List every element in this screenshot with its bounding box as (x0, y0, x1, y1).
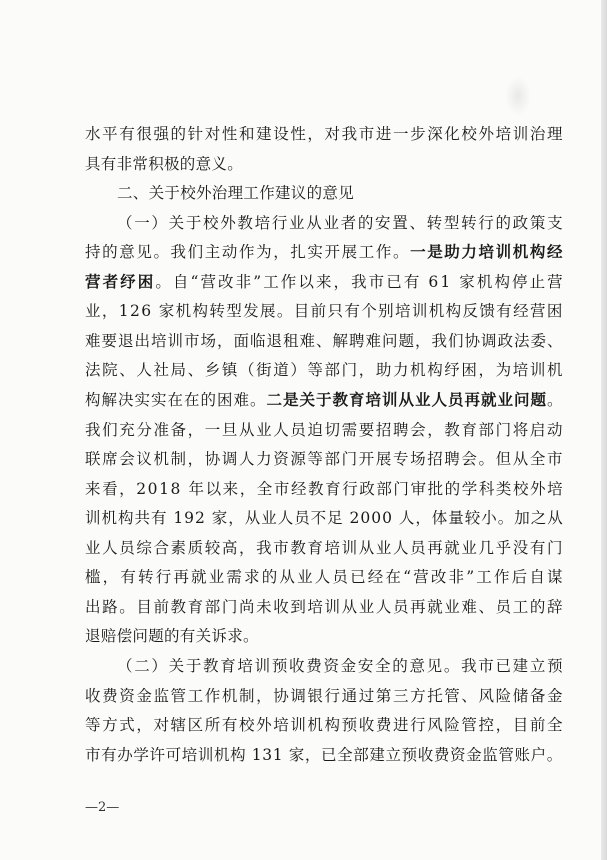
text-line: 业 ， 1 2 6 家 机 构 转 型 发 展 。 目 前 只 有 个 别 培 训 机 构 反 馈 有 经 营 困 (85, 302, 563, 320)
text-line: 联 席 会 议 机 制 ， 协 调 人 力 资 源 等 部 门 开 展 专 场 招 聘 会 。 但 从 全 市 (85, 450, 563, 468)
text-line-segment: 退赔偿问题的有关诉求。 (85, 627, 259, 645)
text-line-segment: 具有非常积极的意义。 (85, 155, 244, 173)
scan-artifact (505, 76, 531, 116)
text-line: 等 方 式 ， 对 辖 区 所 有 校 外 培 训 机 构 预 收 费 进 行 风 险 管 控 ， 目 前 全 (85, 716, 563, 734)
text-line: 来 看 ， 2 0 1 8 年 以 来 ， 全 市 经 教 育 行 政 部 门 审 批 的 学 科 类 校 外 培 (85, 480, 563, 498)
scan-edge (601, 0, 607, 860)
text-line: 营 者 纾 困 。 自 “ 营 改 非 ” 工 作 以 来 ， 我 市 已 有 6 1 家 机 构 停 止 营 (85, 272, 563, 291)
text-line: 水 平 有 很 强 的 针 对 性 和 建 设 性 ， 对 我 市 进 一 步 深 化 校 外 培 训 治 理 (85, 125, 563, 143)
text-line: 出 路 。 目 前 教 育 部 门 尚 未 收 到 培 训 从 业 人 员 再 就 业 难 、 员 工 的 辞 (85, 598, 563, 616)
text-line: 持 的 意 见 。 我 们 主 动 作 为 ， 扎 实 开 展 工 作 。 一 是 助 力 培 训 机 构 经 (85, 242, 563, 261)
text-line (85, 152, 243, 176)
text-line: 业 人 员 综 合 素 质 较 高 ， 我 市 教 育 培 训 从 业 人 员 再 就 业 几 乎 没 有 门 (85, 539, 563, 557)
text-line: 收 费 资 金 监 管 工 作 机 制 ， 协 调 银 行 通 过 第 三 方 托 管 、 风 险 储 备 金 (85, 687, 563, 705)
text-line: 法 院 、 人 社 局 、 乡 镇 （ 街 道 ） 等 部 门 ， 助 力 机 构 纾 困 ， 为 培 训 机 (85, 361, 563, 379)
text-line: （ 二 ） 关 于 教 育 培 训 预 收 费 资 金 安 全 的 意 见 。 我 市 已 建 立 预 (117, 657, 563, 675)
text-line: 难 要 退 出 培 训 市 场 ， 面 临 退 租 难 、 解 聘 难 问 题 ， 我 们 协 调 政 法 委 、 (85, 332, 563, 350)
page-number: —2— (85, 800, 120, 815)
text-line: 槛 ， 有 转 行 再 就 业 需 求 的 从 业 人 员 已 经 在 “ 营 改 非 ” 工 作 后 自 谋 (85, 568, 563, 586)
text-line: 我 们 充 分 准 备 ， 一 旦 从 业 人 员 迫 切 需 要 招 聘 会 ， 教 育 部 门 将 启 动 (85, 421, 563, 439)
text-line: 构 解 决 实 实 在 在 的 困 难 。 二 是 关 于 教 育 培 训 从 业 人 员 再 就 业 问 题 。 (85, 390, 563, 409)
text-line (117, 181, 354, 205)
text-line: （ 一 ） 关 于 校 外 教 培 行 业 从 业 者 的 安 置 、 转 型 转 行 的 政 策 支 (117, 214, 563, 232)
text-line: 市 有 办 学 许 可 培 训 机 构 1 3 1 家 ， 已 全 部 建 立 预 收 费 资 金 监 管 账 户 。 (85, 746, 563, 764)
text-line (85, 624, 259, 648)
text-line-segment: 二、关于校外治理工作建议的意见 (117, 184, 355, 202)
text-line: 训 机 构 共 有 1 9 2 家 ， 从 业 人 员 不 足 2 0 0 0 人 ， 体 量 较 小 。 加 之 从 (85, 509, 563, 527)
